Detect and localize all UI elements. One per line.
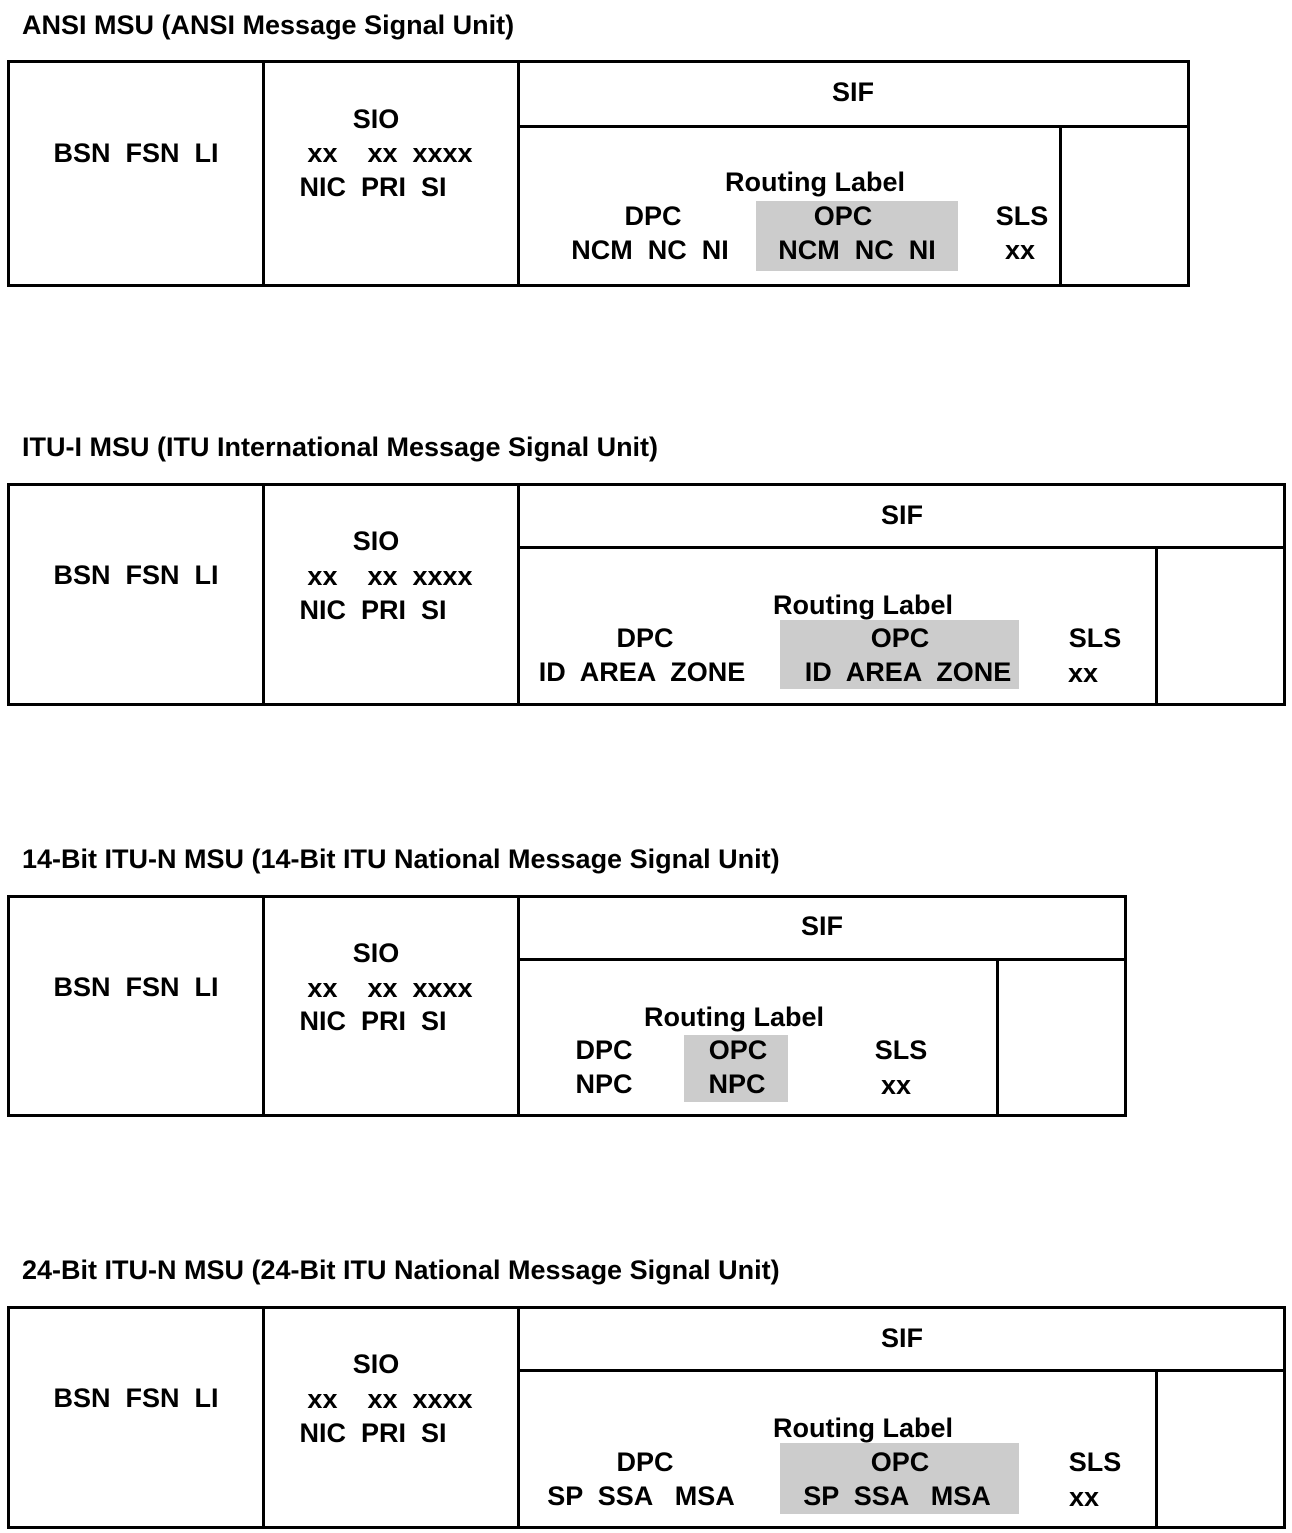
header-fields: BSN FSN LI: [53, 1383, 219, 1413]
sio-label: SIO: [352, 938, 400, 968]
dpc-label: DPC: [624, 201, 682, 231]
sio-bits: xx xx xxxx: [307, 973, 473, 1003]
divider-sif-data: [996, 958, 999, 1117]
divider-sif-label: [517, 125, 1190, 128]
dpc-fields: ID AREA ZONE: [538, 657, 746, 687]
sls-value: xx: [1004, 235, 1036, 265]
dpc-label: DPC: [616, 623, 674, 653]
routing-label: Routing Label: [773, 1413, 953, 1443]
divider-header-sio: [262, 60, 265, 287]
sls-value: xx: [880, 1070, 912, 1100]
opc-label: OPC: [708, 1035, 768, 1065]
routing-label: Routing Label: [773, 590, 953, 620]
opc-fields: NCM NC NI: [778, 235, 936, 265]
diagram-title: ANSI MSU (ANSI Message Signal Unit): [22, 10, 515, 40]
sio-fields: NIC PRI SI: [299, 1006, 447, 1036]
routing-label: Routing Label: [644, 1002, 824, 1032]
divider-sif-data: [1155, 546, 1158, 706]
diagram-title: 14-Bit ITU-N MSU (14-Bit ITU National Message Signal Unit): [22, 844, 780, 874]
dpc-label: DPC: [616, 1447, 674, 1477]
opc-label: OPC: [813, 201, 873, 231]
sif-label: SIF: [880, 1323, 924, 1353]
sio-bits: xx xx xxxx: [307, 1384, 473, 1414]
opc-fields: SP SSA MSA: [803, 1481, 991, 1511]
sls-value: xx: [1067, 658, 1099, 688]
opc-label: OPC: [870, 1447, 930, 1477]
sls-value: xx: [1068, 1482, 1100, 1512]
divider-sif-label: [517, 958, 1127, 961]
msu-frame: [7, 895, 1127, 1117]
sif-label: SIF: [880, 500, 924, 530]
dpc-fields: SP SSA MSA: [547, 1481, 735, 1511]
sls-label: SLS: [1068, 623, 1122, 653]
sio-fields: NIC PRI SI: [299, 1418, 447, 1448]
sls-label: SLS: [1068, 1447, 1122, 1477]
divider-sif-label: [517, 1369, 1286, 1372]
opc-fields: NPC: [708, 1069, 766, 1099]
divider-sio-sif: [517, 895, 520, 1117]
sio-label: SIO: [352, 526, 400, 556]
sio-bits: xx xx xxxx: [307, 561, 473, 591]
sio-fields: NIC PRI SI: [299, 595, 447, 625]
divider-header-sio: [262, 1306, 265, 1529]
dpc-fields: NCM NC NI: [571, 235, 729, 265]
divider-sif-data: [1155, 1369, 1158, 1529]
divider-header-sio: [262, 895, 265, 1117]
divider-sif-data: [1059, 125, 1062, 287]
sio-label: SIO: [352, 104, 400, 134]
sls-label: SLS: [995, 201, 1049, 231]
sif-label: SIF: [831, 77, 875, 107]
routing-label: Routing Label: [725, 167, 905, 197]
divider-header-sio: [262, 483, 265, 706]
divider-sio-sif: [517, 483, 520, 706]
opc-fields: ID AREA ZONE: [804, 657, 1012, 687]
divider-sio-sif: [517, 60, 520, 287]
header-fields: BSN FSN LI: [53, 560, 219, 590]
header-fields: BSN FSN LI: [53, 972, 219, 1002]
diagram-title: 24-Bit ITU-N MSU (24-Bit ITU National Message Signal Unit): [22, 1255, 780, 1285]
sio-bits: xx xx xxxx: [307, 138, 473, 168]
dpc-fields: NPC: [575, 1069, 633, 1099]
sif-label: SIF: [800, 911, 844, 941]
header-fields: BSN FSN LI: [53, 138, 219, 168]
dpc-label: DPC: [575, 1035, 633, 1065]
sio-fields: NIC PRI SI: [299, 172, 447, 202]
opc-label: OPC: [870, 623, 930, 653]
diagram-title: ITU-I MSU (ITU International Message Signal Unit): [22, 432, 659, 462]
divider-sio-sif: [517, 1306, 520, 1529]
sio-label: SIO: [352, 1349, 400, 1379]
divider-sif-label: [517, 546, 1286, 549]
sls-label: SLS: [874, 1035, 928, 1065]
